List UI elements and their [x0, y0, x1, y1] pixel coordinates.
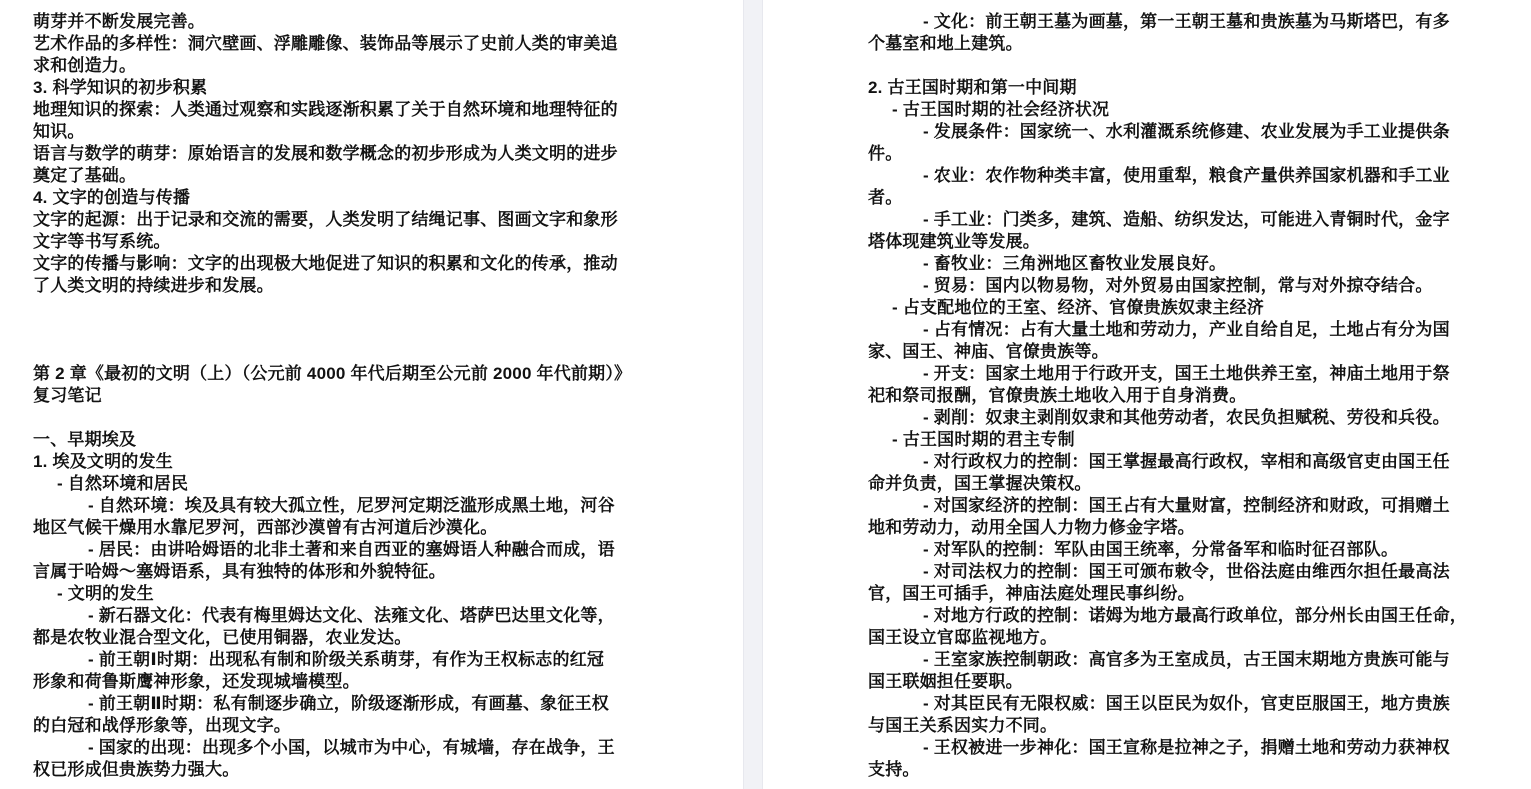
page-2	[763, 0, 1531, 789]
text-line: 文字的起源：出于记录和交流的需要，人类发明了结绳记事、图画文字和象形	[33, 210, 618, 229]
text-line: 文字的传播与影响：文字的出现极大地促进了知识的积累和文化的传承，推动	[33, 254, 618, 273]
text-line: 第 2 章《最初的文明（上）（公元前 4000 年代后期至公元前 2000 年代前期）》	[33, 364, 632, 383]
text-line: 国王设立官邸监视地方。	[868, 628, 1058, 647]
text-line: 2. 古王国时期和第一中间期	[868, 78, 1077, 97]
text-line: - 王室家族控制朝政：高官多为王室成员，古王国末期地方贵族可能与	[923, 650, 1450, 669]
text-line: 地理知识的探索：人类通过观察和实践逐渐积累了关于自然环境和地理特征的	[33, 100, 618, 119]
text-line: 形象和荷鲁斯鹰神形象，还发现城墙模型。	[33, 672, 360, 691]
text-line: 地和劳动力，动用全国人力物力修金字塔。	[868, 518, 1195, 537]
text-line: - 自然环境：埃及具有较大孤立性，尼罗河定期泛滥形成黑土地，河谷	[88, 496, 615, 515]
text-line: 知识。	[33, 122, 85, 141]
text-line: 国王联姻担任要职。	[868, 672, 1023, 691]
text-line: 语言与数学的萌芽：原始语言的发展和数学概念的初步形成为人类文明的进步	[33, 144, 618, 163]
text-line: - 对行政权力的控制：国王掌握最高行政权，宰相和高级官吏由国王任	[923, 452, 1450, 471]
text-line: - 对其臣民有无限权威：国王以臣民为奴仆，官吏臣服国王，地方贵族	[923, 694, 1450, 713]
text-line	[868, 55, 1503, 77]
text-line	[33, 297, 719, 319]
text-line: - 开支：国家土地用于行政开支，国王土地供养王室，神庙土地用于祭	[923, 364, 1450, 383]
text-line: - 居民：由讲哈姆语的北非土著和来自西亚的塞姆语人种融合而成，语	[88, 540, 615, 559]
text-line: 求和创造力。	[33, 56, 137, 75]
text-line: 4. 文字的创造与传播	[33, 188, 191, 207]
text-line: 奠定了基础。	[33, 166, 137, 185]
text-line: 支持。	[868, 760, 920, 779]
text-line: 与国王关系因实力不同。	[868, 716, 1058, 735]
text-line: 家、国王、神庙、官僚贵族等。	[868, 342, 1109, 361]
text-line: - 对地方行政的控制：诺姆为地方最高行政单位，部分州长由国王任命，	[923, 606, 1467, 625]
text-line: 都是农牧业混合型文化，已使用铜器，农业发达。	[33, 628, 412, 647]
text-line: 塔体现建筑业等发展。	[868, 232, 1040, 251]
text-line: - 王权被进一步神化：国王宣称是拉神之子，捐赠土地和劳动力获神权	[923, 738, 1450, 757]
text-line: 官，国王可插手，神庙法庭处理民事纠纷。	[868, 584, 1195, 603]
text-line: 件。	[868, 144, 903, 163]
text-line	[33, 319, 719, 341]
text-line: 1. 埃及文明的发生	[33, 452, 173, 471]
text-line: - 贸易：国内以物易物，对外贸易由国家控制，常与对外掠夺结合。	[923, 276, 1433, 295]
text-line: 文字等书写系统。	[33, 232, 171, 251]
text-line: - 前王朝Ⅱ时期：私有制逐步确立，阶级逐渐形成，有画墓、象征王权	[88, 694, 609, 713]
text-line: 命并负责，国王掌握决策权。	[868, 474, 1092, 493]
text-line: - 古王国时期的君主专制	[892, 430, 1075, 449]
text-line: 祀和祭司报酬，官僚贵族土地收入用于自身消费。	[868, 386, 1247, 405]
text-line: - 发展条件：国家统一、水利灌溉系统修建、农业发展为手工业提供条	[923, 122, 1450, 141]
text-line: - 占有情况：占有大量土地和劳动力，产业自给自足，土地占有分为国	[923, 320, 1450, 339]
text-line: 萌芽并不断发展完善。	[33, 12, 205, 31]
text-line: 艺术作品的多样性：洞穴壁画、浮雕雕像、装饰品等展示了史前人类的审美追	[33, 34, 618, 53]
page-1	[0, 0, 743, 789]
text-line: - 剥削：奴隶主剥削奴隶和其他劳动者，农民负担赋税、劳役和兵役。	[923, 408, 1450, 427]
text-line	[33, 341, 719, 363]
text-line: - 新石器文化：代表有梅里姆达文化、法雍文化、塔萨巴达里文化等，	[88, 606, 615, 625]
text-line: 个墓室和地上建筑。	[868, 34, 1023, 53]
text-line: - 手工业：门类多，建筑、造船、纺织发达，可能进入青铜时代，金字	[923, 210, 1450, 229]
text-line	[33, 407, 719, 429]
text-line: - 国家的出现：出现多个小国，以城市为中心，有城墙，存在战争，王	[88, 738, 615, 757]
text-line: 3. 科学知识的初步积累	[33, 78, 208, 97]
text-line: - 对军队的控制：军队由国王统率，分常备军和临时征召部队。	[923, 540, 1399, 559]
text-line: 复习笔记	[33, 386, 102, 405]
text-line: - 前王朝Ⅰ时期：出现私有制和阶级关系萌芽，有作为王权标志的红冠	[88, 650, 605, 669]
text-line: 了人类文明的持续进步和发展。	[33, 276, 274, 295]
page-1-text	[0, 0, 743, 781]
text-line: - 文化：前王朝王墓为画墓，第一王朝王墓和贵族墓为马斯塔巴，有多	[923, 12, 1450, 31]
text-line: 言属于哈姆～塞姆语系，具有独特的体形和外貌特征。	[33, 562, 446, 581]
text-line: - 对司法权力的控制：国王可颁布敕令，世俗法庭由维西尔担任最高法	[923, 562, 1450, 581]
page-gap-divider	[743, 0, 763, 789]
text-line: - 对国家经济的控制：国王占有大量财富，控制经济和财政，可捐赠土	[923, 496, 1450, 515]
text-line: 的白冠和战俘形象等，出现文字。	[33, 716, 291, 735]
text-line: - 文明的发生	[57, 584, 154, 603]
text-line: - 农业：农作物种类丰富，使用重犁，粮食产量供养国家机器和手工业	[923, 166, 1450, 185]
text-line: 一、早期埃及	[33, 430, 137, 449]
page-2-text	[763, 0, 1531, 781]
text-line: 权已形成但贵族势力强大。	[33, 760, 240, 779]
text-line: - 占支配地位的王室、经济、官僚贵族奴隶主经济	[892, 298, 1264, 317]
text-line: 地区气候干燥用水靠尼罗河，西部沙漠曾有古河道后沙漠化。	[33, 518, 498, 537]
text-line: - 畜牧业：三角洲地区畜牧业发展良好。	[923, 254, 1227, 273]
text-line: - 古王国时期的社会经济状况	[892, 100, 1110, 119]
text-line: 者。	[868, 188, 903, 207]
text-line: - 自然环境和居民	[57, 474, 189, 493]
